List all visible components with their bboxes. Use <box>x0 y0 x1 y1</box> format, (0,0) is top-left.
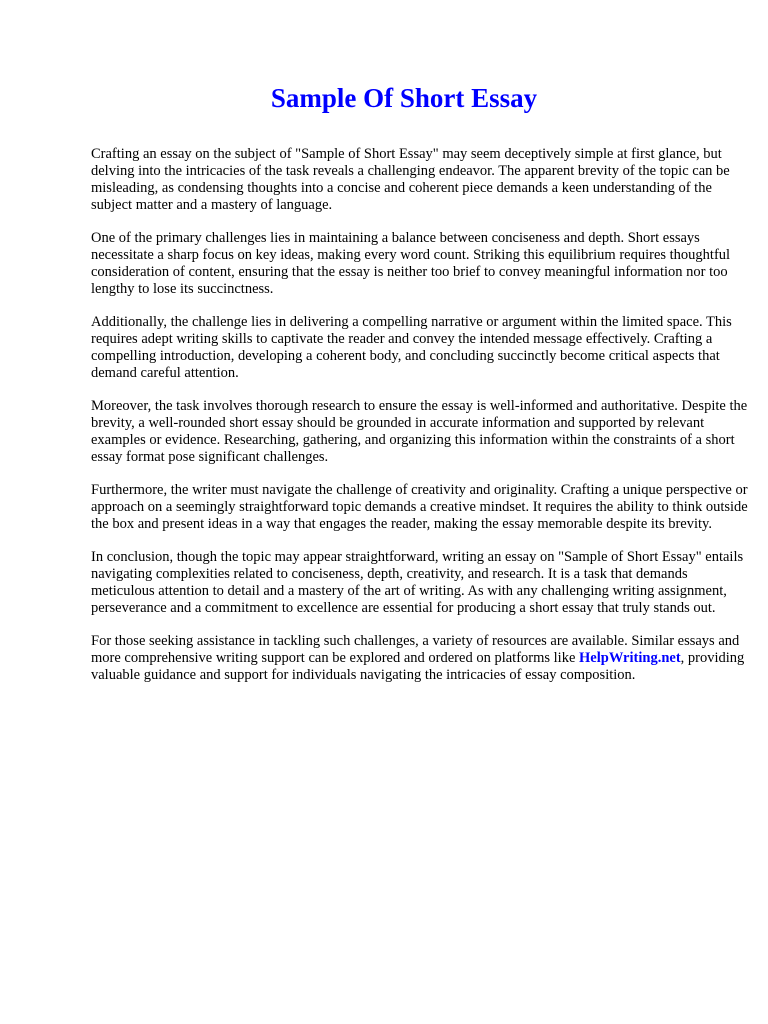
essay-title: Sample Of Short Essay <box>270 83 538 113</box>
paragraph-3: Additionally, the challenge lies in delivering a compelling narrative or argument within the limited space. This requires adept writing skills to captivate the reader and convey the intended message effectively. Crafting a compelling introduction, developing a coherent body, and concluding succinctly become critical aspects that demand careful attention. <box>91 314 732 381</box>
paragraph-2: One of the primary challenges lies in maintaining a balance between conciseness and depth. Short essays necessitate a sharp focus on key ideas, making every word count. Striking this equilibrium requires thoughtful consideration of content, ensuring that the essay is neither too brief to convey meaningful information nor too lengthy to lose its succinctness. <box>91 230 731 297</box>
essay-body <box>91 146 751 700</box>
paragraph-4: Moreover, the task involves thorough research to ensure the essay is well-informed and authoritative. Despite the brevity, a well-rounded short essay should be grounded in accurate information and supported by relevant examples or evidence. Researching, gathering, and organizing this information within the constraints of a short essay format pose significant challenges. <box>91 398 748 465</box>
helpwriting-link[interactable]: HelpWriting.net <box>579 650 681 666</box>
paragraph-1: Crafting an essay on the subject of "Sample of Short Essay" may seem deceptively simple at first glance, but delving into the intricacies of the task reveals a challenging endeavor. The apparent brevity of the topic can be misleading, as condensing thoughts into a concise and coherent piece demands a keen understanding of the subject matter and a mastery of language. <box>91 146 730 213</box>
paragraph-5: Furthermore, the writer must navigate the challenge of creativity and originality. Crafting a unique perspective or approach on a seemingly straightforward topic demands a creative mindset. It requires the ability to think outside the box and present ideas in a way that engages the reader, making the essay memorable despite its brevity. <box>91 482 748 532</box>
closing-text-after-link: , providing valuable guidance and support for individuals navigating the intricacies of essay composition. <box>91 650 745 683</box>
paragraph-6: In conclusion, though the topic may appear straightforward, writing an essay on "Sample of Short Essay" entails navigating complexities related to conciseness, depth, creativity, and research. It is a task that demands meticulous attention to detail and a mastery of the art of writing. As with any challenging writing assignment, perseverance and a commitment to excellence are essential for producing a short essay that truly stands out. <box>91 549 744 616</box>
closing-text-before-link: For those seeking assistance in tackling such challenges, a variety of resources are available. Similar essays and more comprehensive writing support can be explored and ordered on platforms like <box>91 633 740 666</box>
closing-paragraph <box>91 633 751 684</box>
